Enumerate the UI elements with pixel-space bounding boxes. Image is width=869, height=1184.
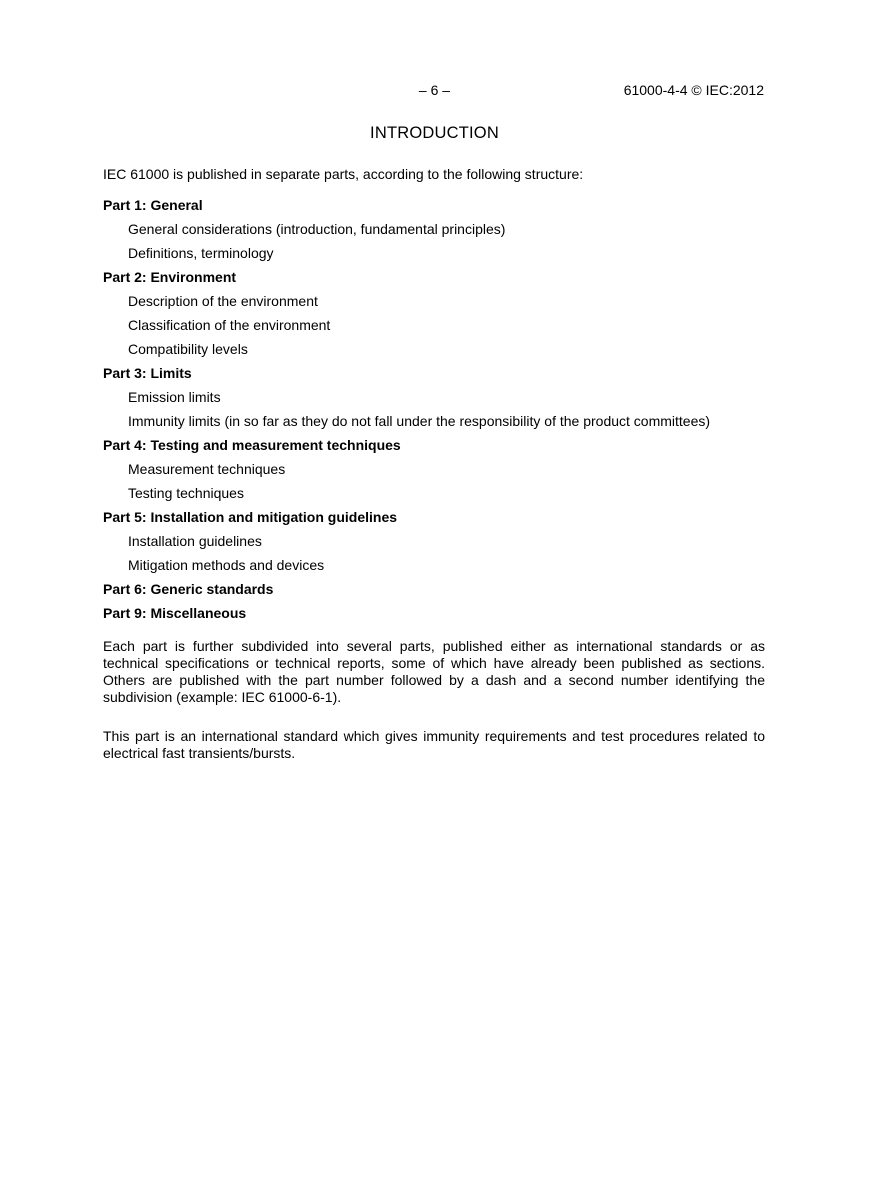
part-item: Testing techniques [128,485,244,501]
closing-paragraphs [103,638,765,762]
part-section [103,605,765,622]
part-item: Compatibility levels [128,341,248,357]
part-section [103,437,765,502]
part-title: Part 4: Testing and measurement techniques [103,437,401,453]
page-number: – 6 – [418,82,451,98]
part-section [103,365,765,430]
part-item: General considerations (introduction, fundamental principles) [128,221,506,237]
document-reference: 61000-4-4 © IEC:2012 [623,82,764,98]
part-item: Installation guidelines [128,533,262,549]
part-item: Measurement techniques [128,461,286,477]
subdivision-paragraph: Each part is further subdivided into several parts, published either as international standards or as technical specifications or technical reports, some of which have already been published as sections. Others are published with the part number followed by a dash and a second number identifying the subdivision (example: IEC 61000-6-1). [103,638,765,705]
part-title: Part 9: Miscellaneous [103,605,247,621]
part-section [103,197,765,262]
part-item: Mitigation methods and devices [128,557,325,573]
part-section [103,269,765,358]
section-heading: INTRODUCTION [370,124,499,142]
part-item: Immunity limits (in so far as they do not fall under the responsibility of the product committees) [128,413,711,429]
part-title: Part 3: Limits [103,365,192,381]
parts-list [103,197,765,622]
part-item: Definitions, terminology [128,245,274,261]
part-section [103,581,765,598]
part-title: Part 5: Installation and mitigation guidelines [103,509,398,525]
part-title: Part 6: Generic standards [103,581,274,597]
scope-paragraph: This part is an international standard which gives immunity requirements and test procedures related to electrical fast transients/bursts. [103,728,765,761]
part-item: Description of the environment [128,293,318,309]
part-title: Part 1: General [103,197,203,213]
part-title: Part 2: Environment [103,269,237,285]
part-item: Emission limits [128,389,221,405]
watermark [808,836,818,952]
document-body [103,166,765,762]
part-section [103,509,765,574]
intro-paragraph: IEC 61000 is published in separate parts, according to the following structure: [103,166,584,182]
part-item: Classification of the environment [128,317,331,333]
